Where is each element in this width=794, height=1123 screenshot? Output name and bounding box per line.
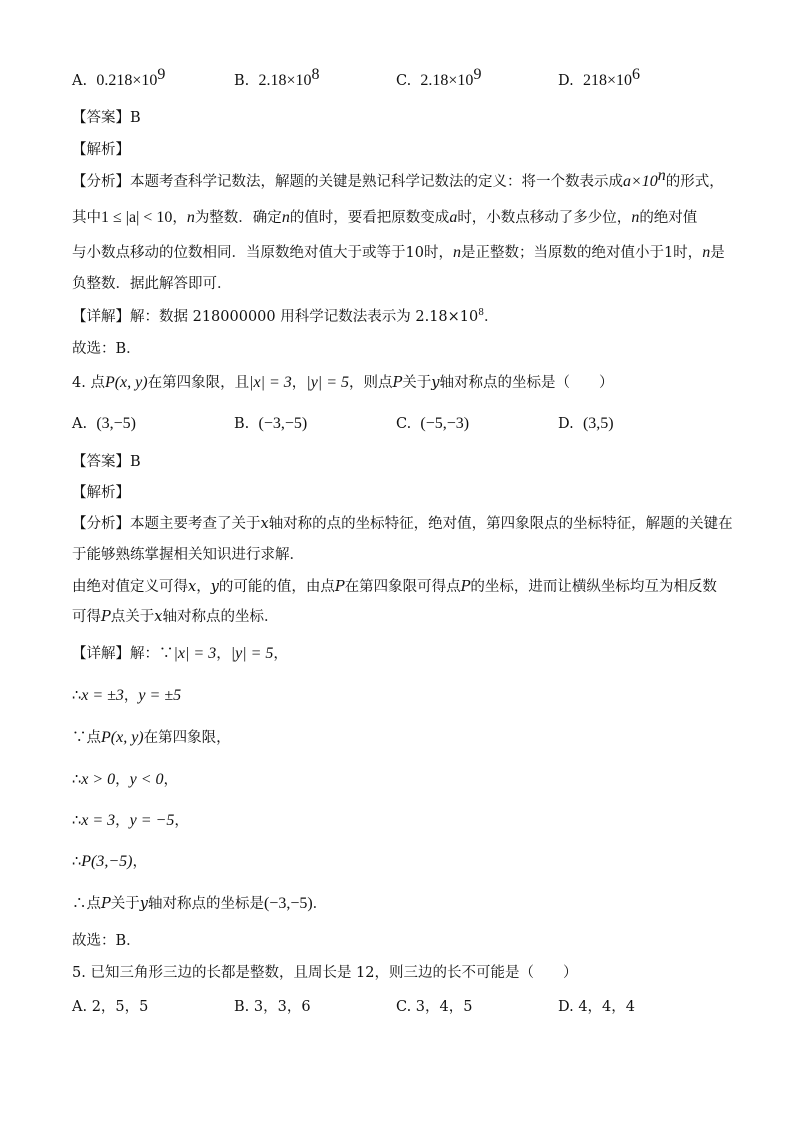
q4-option-b: B. (−3,−5) bbox=[234, 415, 308, 432]
q4-xiangjie-step2: ∴x = ±3，y = ±5 bbox=[72, 687, 182, 704]
q4-xiangjie-step4: ∴x > 0，y < 0， bbox=[72, 771, 179, 788]
q5-option-c: C. 3，4，5 bbox=[396, 999, 473, 1015]
q3-fenxi-line4: 负整数．据此解答即可． bbox=[72, 276, 232, 292]
q4-options bbox=[72, 415, 732, 435]
q4-fenxi-line3: 由绝对值定义可得x，y的可能的值，由点P在第四象限可得点P的坐标，进而让横纵坐标均互为相反数 bbox=[72, 579, 717, 595]
q5-option-d: D. 4，4，4 bbox=[558, 999, 636, 1015]
q3-choose: 故选：B． bbox=[72, 341, 141, 357]
q4-analysis-tag: 【解析】 bbox=[72, 485, 130, 501]
q4-xiangjie-step5: ∴x = 3，y = −5， bbox=[72, 812, 189, 829]
q5-option-a: A. 2，5，5 bbox=[72, 999, 149, 1015]
q3-option-a: A. $0.218\times 10^9$ bbox=[72, 66, 166, 89]
q3-option-d: D. $218\times 10^6$ bbox=[558, 66, 640, 89]
q4-option-a: A. (3,−5) bbox=[72, 415, 136, 432]
q4-option-c: C. (−5,−3) bbox=[396, 415, 470, 432]
q3-option-b: B. $2.18\times 10^8$ bbox=[234, 66, 320, 89]
q4-fenxi-line1: 【分析】本题主要考查了关于x轴对称的点的坐标特征，绝对值，第四象限点的坐标特征，解题的关键在 bbox=[72, 516, 733, 532]
q4-option-d: D. (3,5) bbox=[558, 415, 614, 432]
q3-analysis-tag: 【解析】 bbox=[72, 142, 130, 158]
q3-answer: 【答案】B bbox=[72, 110, 141, 126]
q4-xiangjie-step6: ∴P(3,−5)， bbox=[72, 853, 147, 870]
q3-option-c: C. $2.18\times 10^9$ bbox=[396, 66, 482, 89]
q5-option-b: B. 3，3，6 bbox=[234, 999, 311, 1015]
q3-fenxi-line1: 【分析】本题考查科学记数法，解题的关键是熟记科学记数法的定义：将一个数表示成$a\times 10^n$的形式， bbox=[72, 167, 724, 190]
q4-xiangjie-step7: ∴点P关于y轴对称点的坐标是(−3,−5)． bbox=[72, 895, 328, 912]
q4-xiangjie-step3: ∵点P(x, y)在第四象限， bbox=[72, 729, 231, 746]
q3-options bbox=[72, 66, 732, 92]
q4-answer: 【答案】B bbox=[72, 454, 141, 470]
q4-choose: 故选：B． bbox=[72, 933, 141, 949]
q5-options bbox=[72, 995, 732, 1015]
q4-xiangjie-step1: 【详解】解：∵|x| = 3，|y| = 5， bbox=[72, 645, 288, 662]
q5-stem: 5. 已知三角形三边的长都是整数，且周长是 12，则三边的长不可能是（ ） bbox=[72, 965, 578, 981]
q4-stem: 4. 点P(x, y)在第四象限，且|x| = 3，|y| = 5，则点P关于y轴对称点的坐标是（ ） bbox=[72, 374, 614, 391]
q3-xiangjie: 【详解】解：数据 218000000 用科学记数法表示为 $2.18\times 10^8$． bbox=[72, 308, 499, 325]
q4-fenxi-line2: 于能够熟练掌握相关知识进行求解． bbox=[72, 547, 304, 563]
q3-fenxi-line2: 其中1 ≤ |a| < 10，n为整数．确定n的值时，要看把原数变成a时，小数点移动了多少位，n的绝对值 bbox=[72, 209, 698, 226]
q4-fenxi-line4: 可得P点关于x轴对称点的坐标． bbox=[72, 609, 279, 625]
q3-fenxi-line3: 与小数点移动的位数相同．当原数绝对值大于或等于10时，n是正整数；当原数的绝对值小于1时，n是 bbox=[72, 244, 725, 261]
